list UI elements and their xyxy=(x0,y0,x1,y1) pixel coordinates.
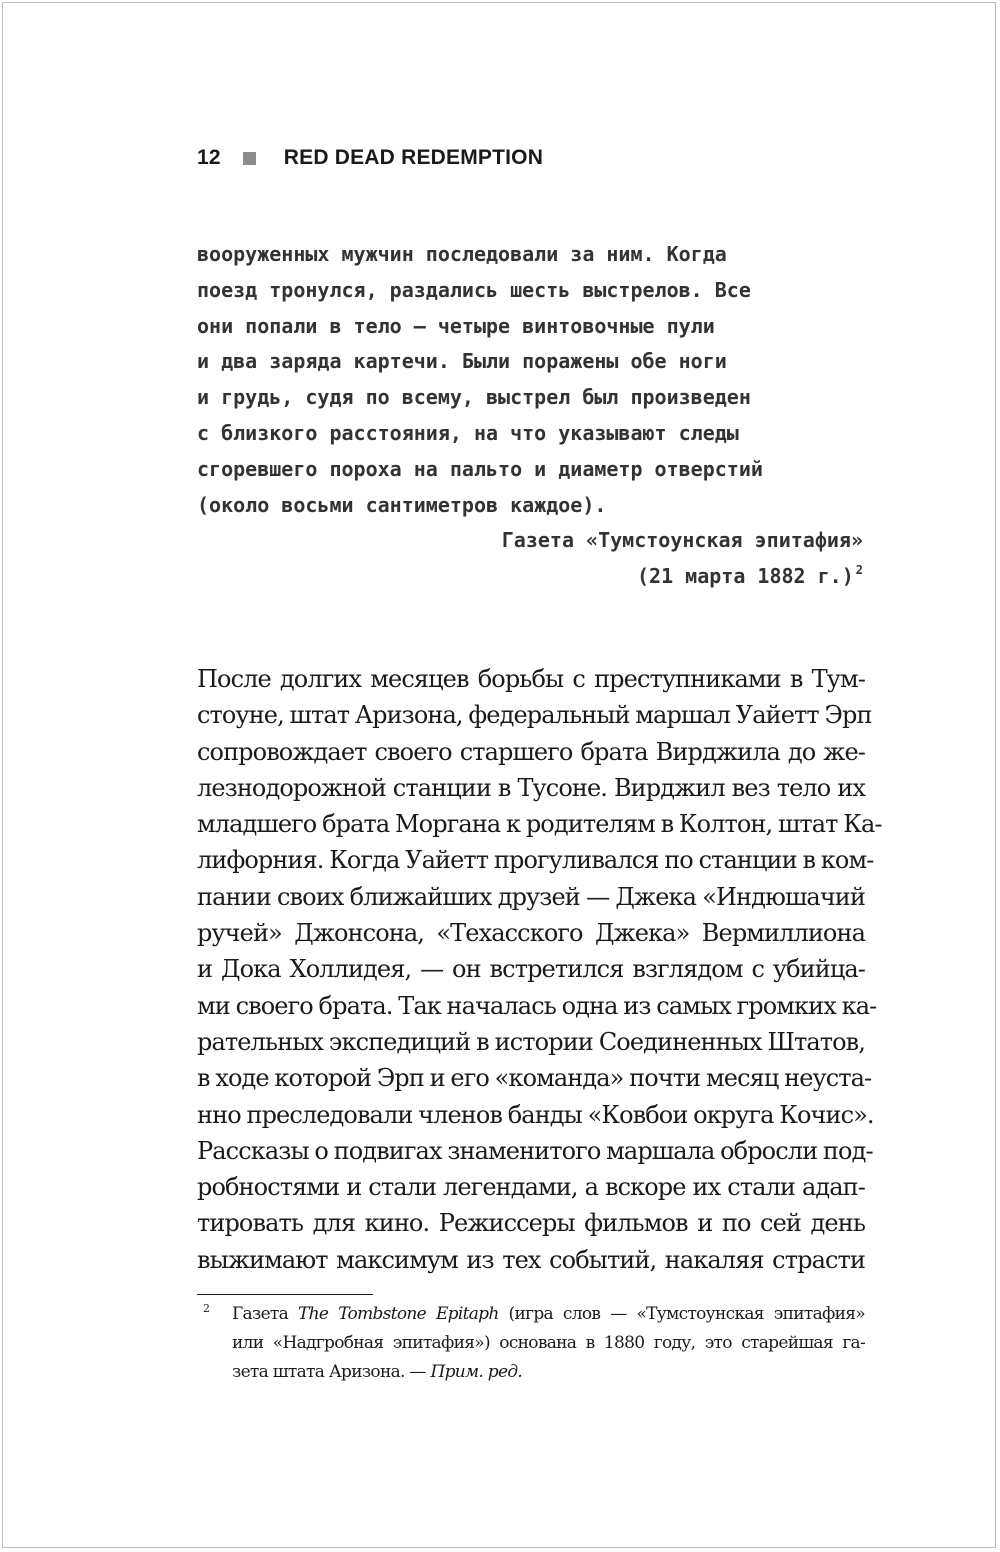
epigraph-line: поезд тронулся, раздались шесть выстрелов. Все xyxy=(197,277,751,302)
epigraph-line: они попали в тело — четыре винтовочные пули xyxy=(197,313,715,338)
epigraph-line: сгоревшего пороха на пальто и диаметр отверстий xyxy=(197,456,763,481)
body-line: нно преследовали членов банды «Ковбои округа Кочис». xyxy=(197,1100,874,1129)
body-line: в ходе которой Эрп и его «команда» почти месяц неуста- xyxy=(197,1064,872,1093)
body-line: робностями и стали легендами, а вскоре их стали адап- xyxy=(197,1173,865,1202)
footnote-line xyxy=(232,1358,865,1387)
body-line: пании своих ближайших друзей — Джека «Индюшачий xyxy=(197,882,865,911)
footnote-text: Газета xyxy=(232,1304,299,1324)
epigraph-source-date xyxy=(197,559,863,595)
book-title: RED DEAD REDEMPTION xyxy=(283,146,544,169)
epigraph-line: с близкого расстояния, на что указывают следы xyxy=(197,420,739,445)
body-line: лифорния. Когда Уайетт прогуливался по станции в ком- xyxy=(197,846,874,875)
footnote-text: зета штата Аризона. — xyxy=(232,1362,431,1382)
epigraph-line: вооруженных мужчин последовали за ним. Когда xyxy=(197,242,727,266)
body-line: После долгих месяцев борьбы с преступниками в Тум- xyxy=(197,665,865,693)
body-line: рательных экспедиций в истории Соединенных Штатов, xyxy=(197,1027,865,1056)
body-paragraph xyxy=(197,661,882,1278)
epigraph xyxy=(197,237,877,595)
footnote-marker: 2 xyxy=(203,1302,210,1315)
epigraph-source-name: Газета «Тумстоунская эпитафия» xyxy=(501,528,863,553)
body-line: стоуне, штат Аризона, федеральный маршал Уайетт Эрп xyxy=(197,701,872,730)
body-line: сопровождает своего старшего брата Вирджила до же- xyxy=(197,737,865,766)
footnote-line xyxy=(232,1300,865,1329)
body-line: ми своего брата. Так началась одна из самых громких ка- xyxy=(197,991,877,1020)
epigraph-line: и два заряда картечи. Были поражены обе ноги xyxy=(197,349,727,374)
footnote xyxy=(197,1300,865,1387)
body-line: тировать для кино. Режиссеры фильмов и по сей день xyxy=(197,1209,865,1238)
body-line: выжимают максимум из тех событий, накаляя страсти xyxy=(197,1245,865,1274)
footnote-italic-title: The Tombstone Epitaph xyxy=(298,1304,499,1324)
epigraph-line: (около восьми сантиметров каждое). xyxy=(197,492,607,517)
epigraph-line: и грудь, судя по всему, выстрел был произведен xyxy=(197,385,751,410)
body-line: Рассказы о подвигах знаменитого маршала обросли под- xyxy=(197,1136,873,1165)
running-head xyxy=(197,143,543,173)
square-separator-icon xyxy=(243,152,256,165)
page-number: 12 xyxy=(197,146,221,169)
footnote-line: или «Надгробная эпитафия») основана в 1880 году, это старейшая га- xyxy=(232,1333,865,1353)
body-line: младшего брата Моргана к родителям в Колтон, штат Ка- xyxy=(197,810,882,839)
body-line: ручей» Джонсона, «Техасского Джека» Вермиллиона xyxy=(197,919,865,948)
footnote-text: (игра слов — «Тумстоунская эпитафия» xyxy=(498,1304,865,1324)
body-line: и Дока Холлидея, — он встретился взглядом с убийца- xyxy=(197,955,865,984)
footnote-divider xyxy=(197,1294,373,1295)
body-line: лезнодорожной станции в Тусоне. Вирджил вез тело их xyxy=(197,773,865,802)
epigraph-date-text: (21 марта 1882 г.) xyxy=(637,564,854,589)
footnote-reference[interactable]: 2 xyxy=(855,563,863,578)
footnote-editor-note: Прим. ред. xyxy=(430,1362,523,1382)
